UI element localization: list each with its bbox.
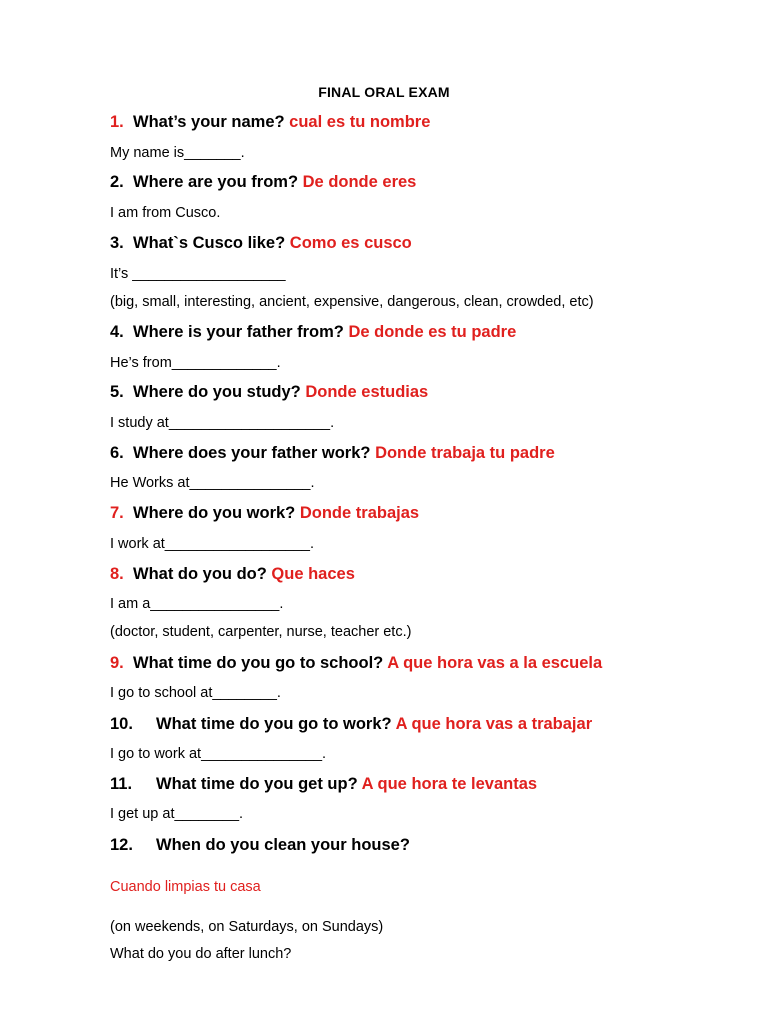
hint-3: (big, small, interesting, ancient, expensive, dangerous, clean, crowded, etc) — [110, 294, 594, 310]
hint-12: (on weekends, on Saturdays, on Sundays) — [110, 919, 384, 935]
extra-question: What do you do after lunch? — [110, 946, 292, 962]
spanish-translation: De donde es tu padre — [348, 323, 517, 341]
answer-2: I am from Cusco. — [110, 205, 221, 221]
question-3 — [110, 234, 412, 253]
question-number: 5. — [110, 383, 124, 401]
spanish-translation: Que haces — [271, 565, 355, 583]
question-10 — [110, 715, 592, 734]
answer-11: I get up at________. — [110, 806, 244, 822]
spanish-translation-12: Cuando limpias tu casa — [110, 879, 261, 895]
question-number: 1. — [110, 113, 124, 131]
answer-8: I am a________________. — [110, 596, 284, 612]
question-8 — [110, 565, 355, 584]
page-title: FINAL ORAL EXAM — [318, 84, 450, 100]
question-7 — [110, 504, 419, 523]
question-number: 10. — [110, 715, 133, 733]
question-text: When do you clean your house? — [156, 836, 410, 854]
question-number: 7. — [110, 504, 124, 522]
question-text: What`s Cusco like? — [133, 234, 286, 252]
spanish-translation: A que hora te levantas — [361, 775, 538, 793]
spanish-translation: cual es tu nombre — [289, 113, 431, 131]
question-4 — [110, 323, 516, 342]
answer-10: I go to work at_______________. — [110, 746, 327, 762]
spanish-translation: De donde eres — [302, 173, 417, 191]
question-number: 6. — [110, 444, 124, 462]
question-12 — [110, 836, 410, 855]
question-text: Where does your father work? — [133, 444, 371, 462]
question-2 — [110, 173, 416, 192]
question-text: Where do you study? — [133, 383, 301, 401]
question-text: What time do you go to school? — [133, 654, 384, 672]
question-number: 4. — [110, 323, 124, 341]
question-text: Where are you from? — [133, 173, 299, 191]
spanish-translation: Como es cusco — [289, 234, 412, 252]
answer-1: My name is_______. — [110, 145, 245, 161]
question-text: What’s your name? — [133, 113, 285, 131]
question-6 — [110, 444, 555, 463]
answer-3: It’s ___________________ — [110, 266, 286, 282]
question-text: What time do you go to work? — [156, 715, 392, 733]
question-number: 8. — [110, 565, 124, 583]
question-number: 12. — [110, 836, 133, 854]
spanish-translation: A que hora vas a la escuela — [387, 654, 603, 672]
answer-6: He Works at_______________. — [110, 475, 315, 491]
question-number: 2. — [110, 173, 124, 191]
spanish-translation: Donde trabaja tu padre — [375, 444, 555, 462]
answer-4: He’s from_____________. — [110, 355, 281, 371]
question-text: Where is your father from? — [133, 323, 344, 341]
question-11 — [110, 775, 537, 794]
question-1 — [110, 113, 430, 132]
question-text: What do you do? — [133, 565, 267, 583]
answer-7: I work at__________________. — [110, 536, 314, 552]
question-text: What time do you get up? — [156, 775, 358, 793]
hint-8: (doctor, student, carpenter, nurse, teacher etc.) — [110, 624, 412, 640]
spanish-translation: A que hora vas a trabajar — [395, 715, 593, 733]
answer-9: I go to school at________. — [110, 685, 281, 701]
answer-5: I study at____________________. — [110, 415, 335, 431]
question-9 — [110, 654, 602, 673]
question-number: 9. — [110, 654, 124, 672]
question-number: 3. — [110, 234, 124, 252]
question-5 — [110, 383, 428, 402]
spanish-translation: Donde estudias — [305, 383, 429, 401]
question-number: 11. — [110, 775, 133, 793]
question-text: Where do you work? — [133, 504, 296, 522]
spanish-translation: Donde trabajas — [299, 504, 420, 522]
